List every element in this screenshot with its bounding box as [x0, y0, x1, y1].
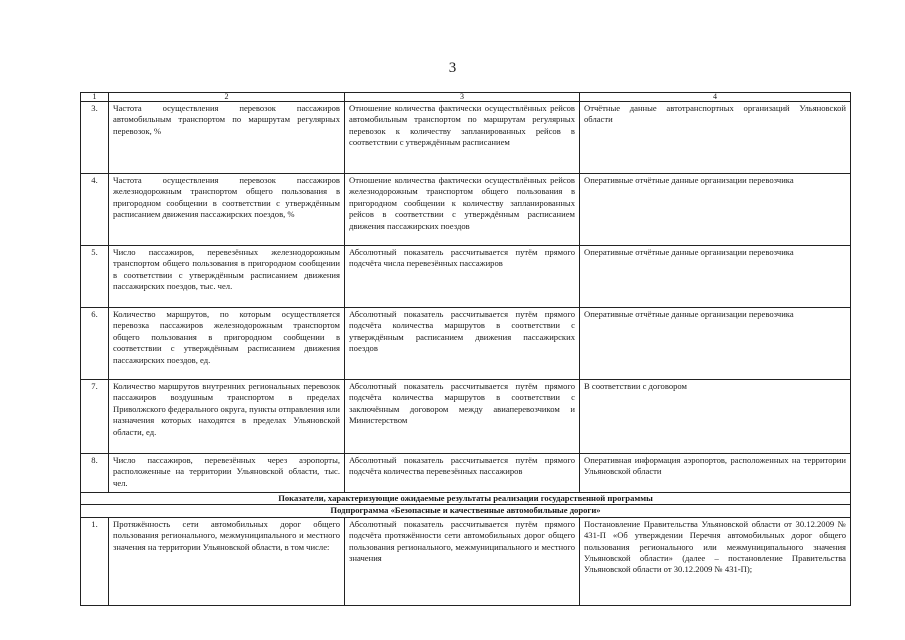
indicator-name: Количество маршрутов внутренних региональных перевозок пассажиров воздушным транспортом в пределах Приволжского федерального округа, пункты отправления или назначения которых находятся в пределах Ульяновской области, ед.	[109, 380, 345, 454]
column-number-2: 2	[109, 93, 345, 102]
indicator-name: Количество маршрутов, по которым осуществляется перевозка пассажиров железнодорожным транспортом общего пользования в пригородном сообщении в соответствии с утверждённым расписанием движения пассажирских поездов, ед.	[109, 308, 345, 380]
column-number-1: 1	[81, 93, 109, 102]
row-number: 7.	[81, 380, 109, 454]
data-source: Оперативные отчётные данные организации перевозчика	[580, 246, 851, 308]
table-row	[81, 380, 851, 454]
table-row	[81, 308, 851, 380]
calculation-method: Отношение количества фактически осуществлённых рейсов автомобильным транспортом по маршрутам регулярных перевозок к количеству запланированных рейсов в соответствии с утверждённым расписанием	[345, 102, 580, 174]
table-row	[81, 174, 851, 246]
data-source: В соответствии с договором	[580, 380, 851, 454]
indicator-name: Частота осуществления перевозок пассажиров автомобильным транспортом по маршрутам регулярных перевозок, %	[109, 102, 345, 174]
indicator-name: Частота осуществления перевозок пассажиров железнодорожным транспортом общего пользования в пригородном сообщении в соответствии с утверждённым расписанием движения пассажирских поездов, %	[109, 174, 345, 246]
data-source: Оперативные отчётные данные организации перевозчика	[580, 308, 851, 380]
table-row	[81, 246, 851, 308]
column-number-3: 3	[345, 93, 580, 102]
column-number-4: 4	[580, 93, 851, 102]
row-number: 8.	[81, 454, 109, 493]
page-number: 3	[448, 60, 457, 76]
section-title: Показатели, характеризующие ожидаемые результаты реализации государственной программы	[81, 493, 851, 505]
subprogram-title: Подпрограмма «Безопасные и качественные автомобильные дороги»	[81, 505, 851, 517]
row-number: 1.	[81, 517, 109, 605]
calculation-method: Отношение количества фактически осуществлённых рейсов железнодорожным транспортом общего пользования в пригородном сообщении к количеству запланированных рейсов в соответствии с утверждённым расписанием движения пассажирских поездов	[345, 174, 580, 246]
row-number: 4.	[81, 174, 109, 246]
calculation-method: Абсолютный показатель рассчитывается путём прямого подсчёта протяжённости сети автомобильных дорог общего пользования регионального, межмуниципального и местного значения	[345, 517, 580, 605]
indicator-name: Число пассажиров, перевезённых через аэропорты, расположенные на территории Ульяновской области, тыс. чел.	[109, 454, 345, 493]
data-source: Оперативные отчётные данные организации перевозчика	[580, 174, 851, 246]
row-number: 3.	[81, 102, 109, 174]
table-row	[81, 102, 851, 174]
calculation-method: Абсолютный показатель рассчитывается путём прямого подсчёта числа перевезённых пассажиров	[345, 246, 580, 308]
row-number: 5.	[81, 246, 109, 308]
section-heading-row	[81, 493, 851, 505]
data-source: Отчётные данные автотранспортных организаций Ульяновской области	[580, 102, 851, 174]
data-source: Постановление Правительства Ульяновской области от 30.12.2009 № 431-П «Об утверждении Перечня автомобильных дорог общего пользования регионального или межмуниципального значения Ульяновской области» (далее – постановление Правительства Ульяновской области от 30.12.2009 № 431-П);	[580, 517, 851, 605]
data-source: Оперативная информация аэропортов, расположенных на территории Ульяновской области	[580, 454, 851, 493]
calculation-method: Абсолютный показатель рассчитывается путём прямого подсчёта количества маршрутов в соответствии с утверждённым расписанием движения пассажирских поездов	[345, 308, 580, 380]
calculation-method: Абсолютный показатель рассчитывается путём прямого подсчёта количества маршрутов в соответствии с заключённым договором между авиаперевозчиком и Министерством	[345, 380, 580, 454]
calculation-method: Абсолютный показатель рассчитывается путём прямого подсчёта количества перевезённых пассажиров	[345, 454, 580, 493]
subprogram-heading-row	[81, 505, 851, 517]
table-row	[81, 517, 851, 605]
table-header-row	[81, 93, 851, 102]
indicator-name: Число пассажиров, перевезённых железнодорожным транспортом общего пользования в пригородном сообщении в соответствии с утверждённым расписанием движения пассажирских поездов, тыс. чел.	[109, 246, 345, 308]
table-row	[81, 454, 851, 493]
indicator-name: Протяжённость сети автомобильных дорог общего пользования регионального, межмуниципального и местного значения на территории Ульяновской области, в том числе:	[109, 517, 345, 605]
indicators-table	[80, 92, 851, 606]
row-number: 6.	[81, 308, 109, 380]
